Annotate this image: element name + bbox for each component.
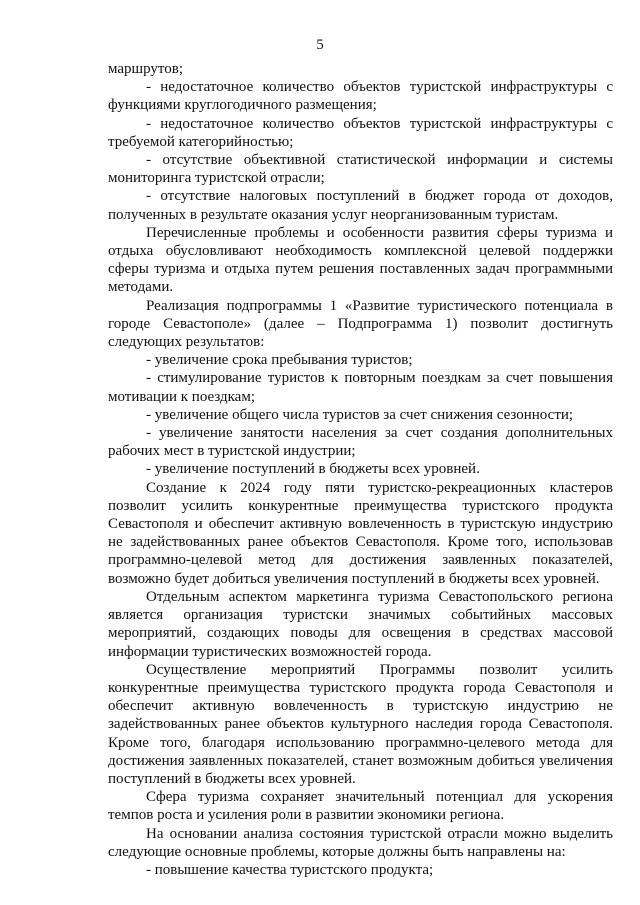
- paragraph-15: Осуществление мероприятий Программы позволит усилить конкурентные преимущества туристского продукта города Севастополя и обеспечит активную вовлеченность в туристскую индустрию не задействованных ранее объектов культурного наследия города Севастополя. Кроме того, благодаря использованию программно-целевого метода для достижения заявленных показателей, станет возможным добиться увеличения поступлений в бюджеты всех уровней.: [108, 661, 613, 787]
- paragraph-18: - повышение качества туристского продукта;: [146, 861, 434, 878]
- paragraph-16: Сфера туризма сохраняет значительный потенциал для ускорения темпов роста и усиления роли в развитии экономики региона.: [108, 789, 613, 824]
- document-body: [108, 60, 613, 879]
- paragraph-6: Перечисленные проблемы и особенности развития сферы туризма и отдыха обусловливают необходимость комплексной целевой поддержки сферы туризма и отдыха путем решения поставленных задач программными методами.: [108, 224, 613, 296]
- paragraph-17: На основании анализа состояния туристской отрасли можно выделить следующие основные проблемы, которые должны быть направлены на:: [108, 825, 613, 860]
- paragraph-10: - увеличение общего числа туристов за счет снижения сезонности;: [146, 406, 574, 423]
- paragraph-4: - отсутствие объективной статистической информации и системы мониторинга туристской отрасли;: [108, 152, 613, 187]
- paragraph-3: - недостаточное количество объектов туристской инфраструктуры с требуемой категорийностью;: [108, 115, 613, 150]
- paragraph-9: - стимулирование туристов к повторным поездкам за счет повышения мотивации к поездкам;: [108, 370, 613, 405]
- paragraph-1: маршрутов;: [108, 61, 184, 77]
- paragraph-13: Создание к 2024 году пяти туристско-рекреационных кластеров позволит усилить конкурентные преимущества туристского продукта Севастополя и обеспечит активную вовлеченность в туристскую индустрию не задействованных ранее объектов Севастополя. Кроме того, использовав программно-целевой метод для достижения заявленных показателей, возможно будет добиться увеличения поступлений в бюджеты всех уровней.: [108, 479, 613, 587]
- paragraph-8: - увеличение срока пребывания туристов;: [146, 352, 413, 369]
- page-number: 5: [316, 37, 324, 53]
- paragraph-7: Реализация подпрограммы 1 «Развитие туристического потенциала в городе Севастополе» (далее – Подпрограмма 1) позволит достигнуть следующих результатов:: [108, 297, 613, 351]
- paragraph-14: Отдельным аспектом маркетинга туризма Севастопольского региона является организация туристски значимых событийных массовых мероприятий, создающих поводы для освещения в средствах массовой информации туристических возможностей города.: [108, 588, 613, 660]
- paragraph-5: - отсутствие налоговых поступлений в бюджет города от доходов, полученных в результате оказания услуг неорганизованным туристам.: [108, 188, 613, 223]
- paragraph-2: - недостаточное количество объектов туристской инфраструктуры с функциями круглогодичного размещения;: [108, 79, 613, 114]
- paragraph-11: - увеличение занятости населения за счет создания дополнительных рабочих мест в туристской индустрии;: [108, 425, 613, 460]
- paragraph-12: - увеличение поступлений в бюджеты всех уровней.: [146, 461, 480, 478]
